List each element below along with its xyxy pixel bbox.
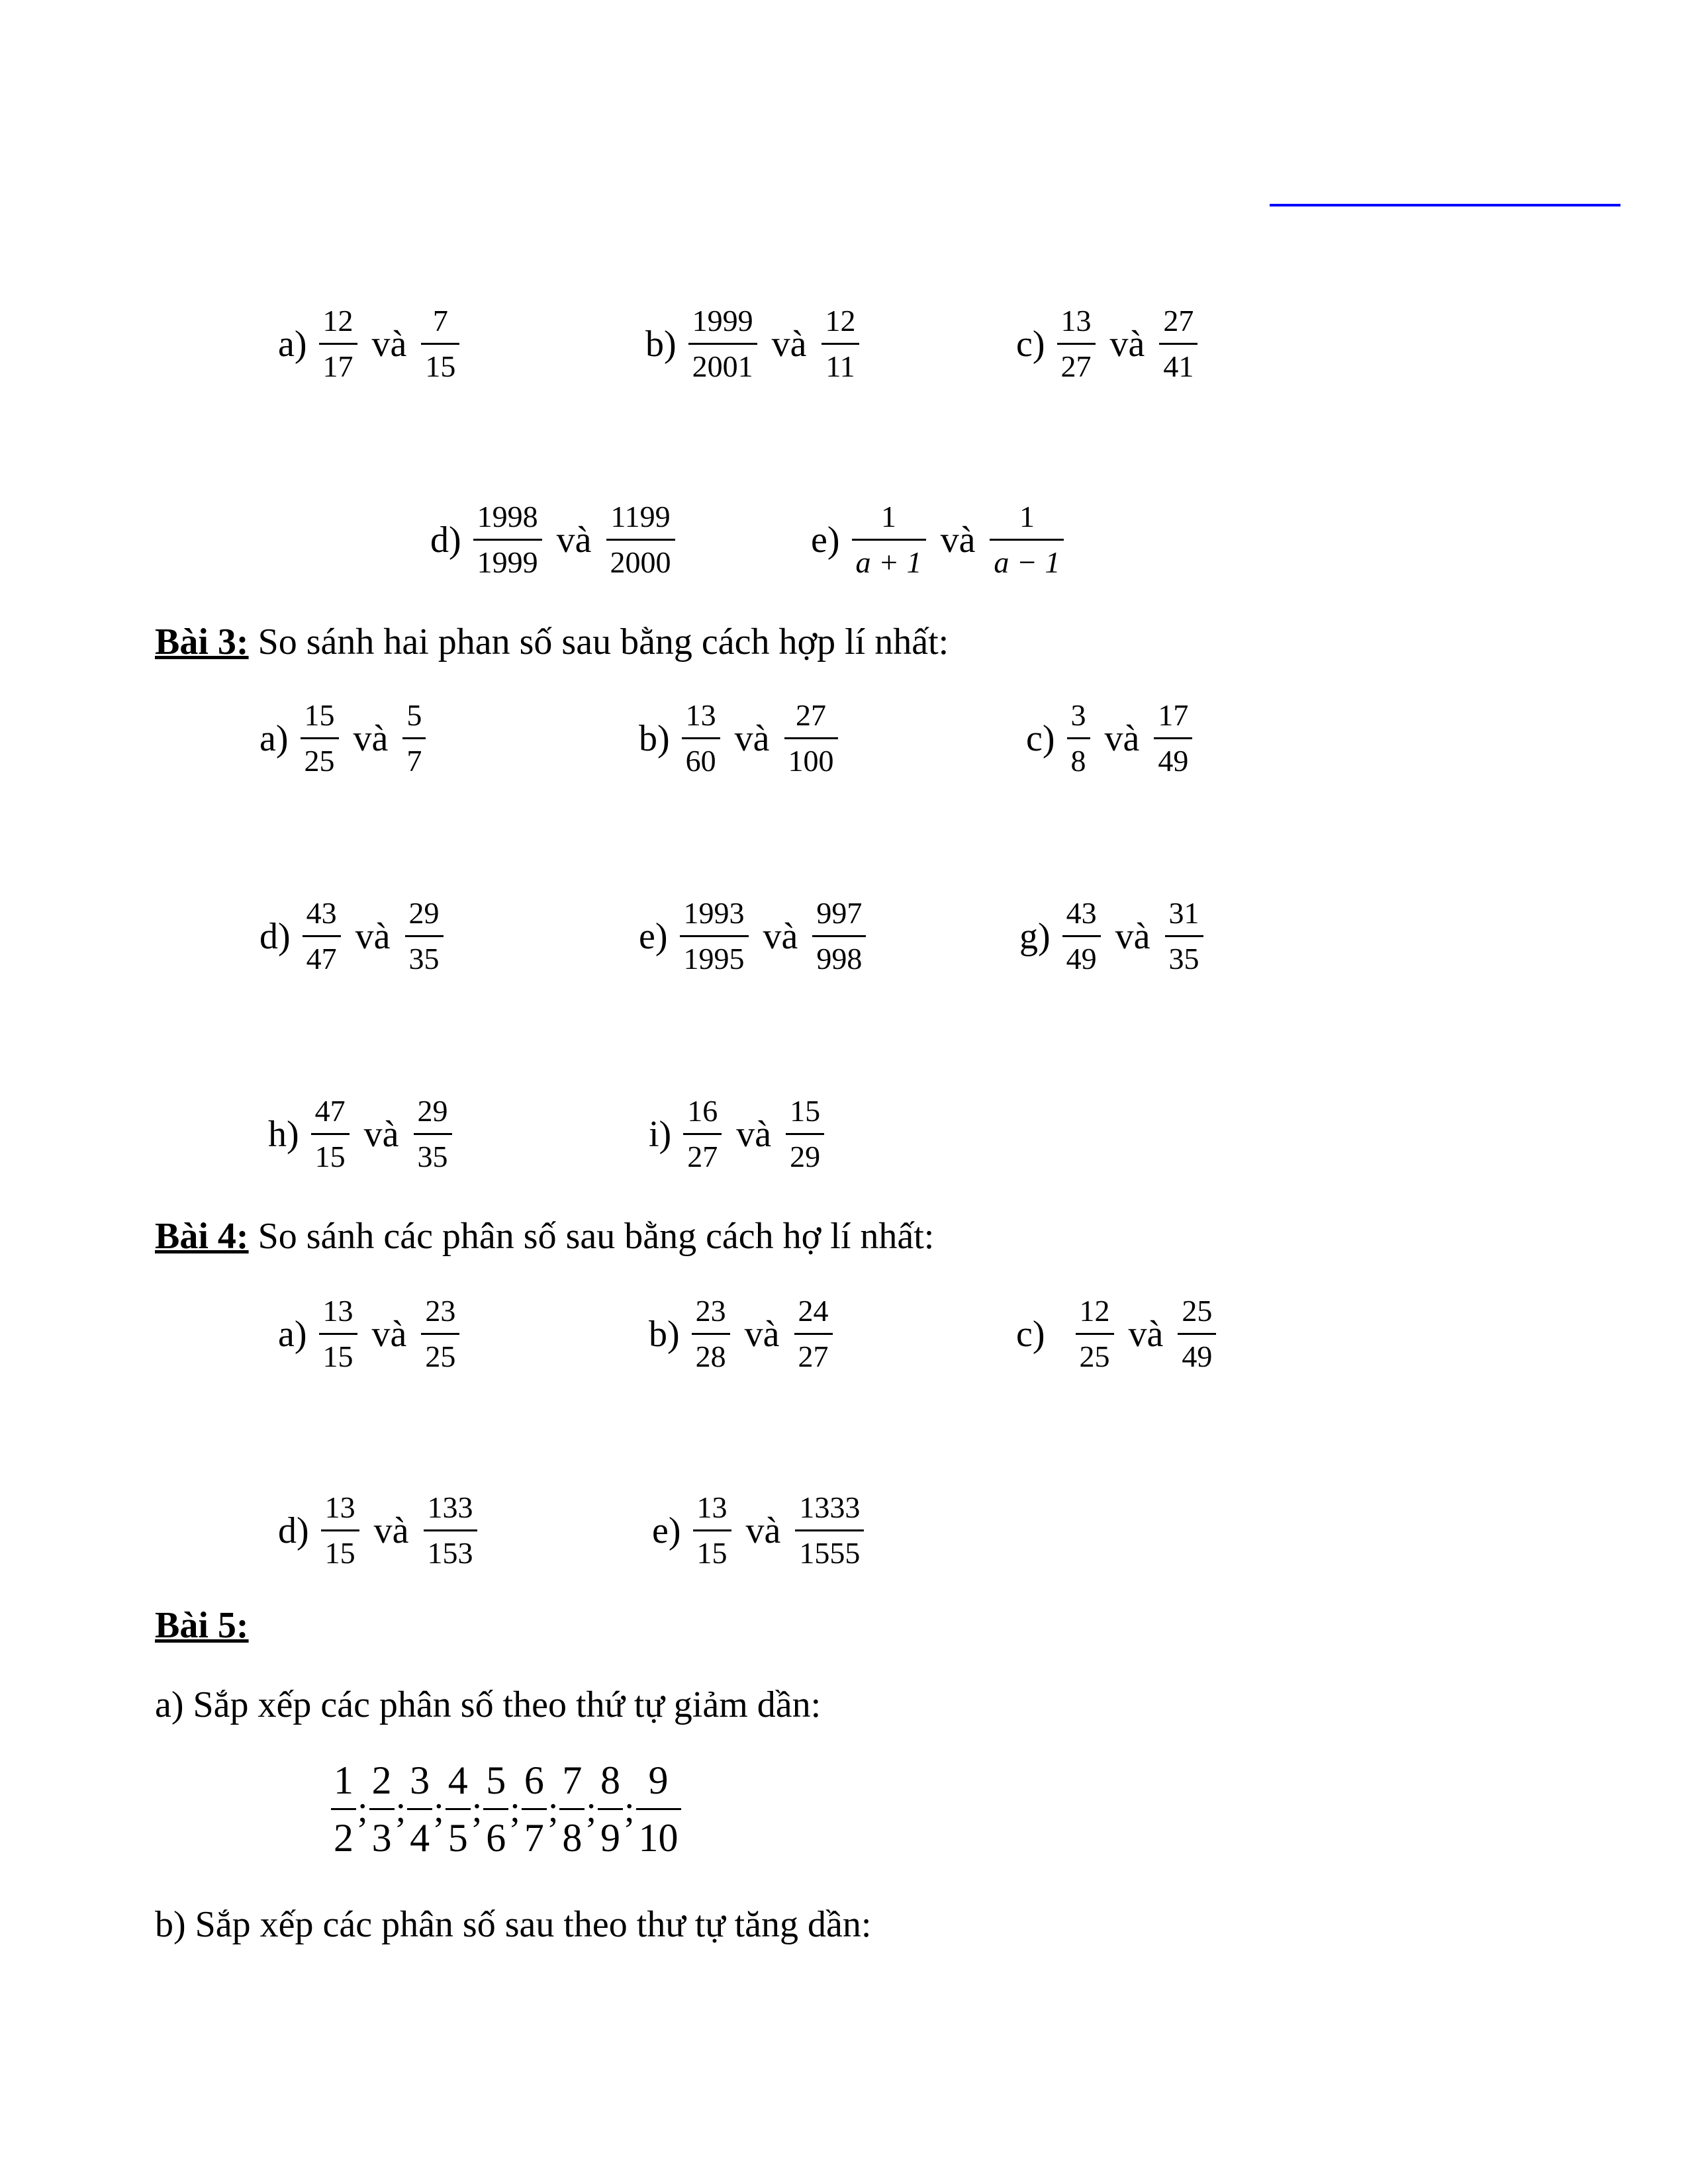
fraction bbox=[1067, 700, 1090, 776]
exercise-4b bbox=[649, 1296, 833, 1372]
denominator: 5 bbox=[445, 1808, 471, 1858]
fraction bbox=[692, 1296, 730, 1372]
exercise-3-heading bbox=[155, 623, 949, 660]
denominator: 2001 bbox=[688, 343, 757, 382]
item-label: c) bbox=[1026, 717, 1055, 759]
denominator: 47 bbox=[303, 935, 341, 974]
separator: ; bbox=[395, 1788, 406, 1830]
fraction bbox=[421, 1296, 459, 1372]
fraction bbox=[473, 502, 542, 578]
fraction bbox=[680, 898, 749, 974]
denominator: 7 bbox=[402, 737, 426, 776]
numerator: 15 bbox=[790, 1094, 821, 1128]
conjunction: và bbox=[745, 1510, 781, 1551]
fraction bbox=[812, 898, 866, 974]
numerator: 2 bbox=[371, 1758, 392, 1802]
denominator: 49 bbox=[1154, 737, 1192, 776]
item-label: a) bbox=[259, 717, 289, 759]
fraction bbox=[445, 1760, 471, 1858]
denominator: 17 bbox=[319, 343, 357, 382]
item-label: b) bbox=[649, 1313, 680, 1355]
exercise-3b bbox=[639, 700, 838, 776]
numerator: 997 bbox=[816, 896, 863, 930]
fraction bbox=[1076, 1296, 1114, 1372]
numerator: 3 bbox=[410, 1758, 430, 1802]
denominator: 49 bbox=[1062, 935, 1101, 974]
fraction bbox=[405, 898, 444, 974]
exercise-2e bbox=[811, 502, 1064, 578]
fraction bbox=[331, 1760, 356, 1858]
fraction bbox=[784, 700, 838, 776]
exercise-3g bbox=[1019, 898, 1203, 974]
exercise-5b-instruction: b) Sắp xếp các phân số sau theo thư tự tăng dần: bbox=[155, 1904, 872, 1945]
numerator: 1333 bbox=[799, 1490, 861, 1524]
fraction bbox=[424, 1492, 477, 1569]
item-label: b) bbox=[639, 717, 670, 759]
conjunction: và bbox=[736, 1113, 772, 1155]
item-label: b) bbox=[645, 323, 677, 365]
fraction bbox=[1159, 306, 1197, 382]
numerator: 13 bbox=[696, 1490, 727, 1524]
fraction bbox=[636, 1760, 681, 1858]
conjunction: và bbox=[771, 323, 807, 365]
item-label: d) bbox=[430, 519, 461, 561]
denominator: a + 1 bbox=[852, 539, 926, 578]
conjunction: và bbox=[556, 519, 592, 561]
numerator: 29 bbox=[408, 896, 440, 930]
conjunction: và bbox=[373, 1510, 409, 1551]
fraction bbox=[321, 1492, 359, 1569]
fraction bbox=[821, 306, 860, 382]
separator: ; bbox=[471, 1788, 483, 1830]
numerator: 8 bbox=[600, 1758, 620, 1802]
fraction bbox=[319, 306, 357, 382]
numerator: 17 bbox=[1158, 698, 1189, 732]
denominator: 27 bbox=[794, 1333, 833, 1372]
separator: ; bbox=[586, 1788, 596, 1830]
numerator: 5 bbox=[486, 1758, 506, 1802]
numerator: 9 bbox=[648, 1758, 669, 1802]
item-label: e) bbox=[652, 1510, 681, 1551]
fraction bbox=[1057, 306, 1096, 382]
numerator: 1 bbox=[881, 500, 897, 533]
numerator: 27 bbox=[1163, 304, 1194, 338]
numerator: 16 bbox=[687, 1094, 718, 1128]
fraction bbox=[794, 1296, 833, 1372]
denominator: 25 bbox=[421, 1333, 459, 1372]
numerator: 1 bbox=[1019, 500, 1035, 533]
numerator: 13 bbox=[322, 1294, 353, 1328]
item-label: e) bbox=[811, 519, 840, 561]
denominator: 35 bbox=[414, 1133, 452, 1172]
denominator: 25 bbox=[1076, 1333, 1114, 1372]
exercise-title: Bài 3: bbox=[155, 621, 249, 662]
fraction bbox=[407, 1760, 432, 1858]
numerator: 29 bbox=[417, 1094, 448, 1128]
fraction bbox=[795, 1492, 864, 1569]
fraction bbox=[606, 502, 675, 578]
numerator: 13 bbox=[324, 1490, 355, 1524]
fraction bbox=[522, 1760, 547, 1858]
item-label: a) bbox=[278, 1313, 307, 1355]
fraction bbox=[683, 1096, 722, 1172]
numerator: 4 bbox=[447, 1758, 468, 1802]
exercise-instruction: So sánh các phân số sau bằng cách hợ lí nhất: bbox=[248, 1216, 935, 1257]
denominator: 60 bbox=[682, 737, 720, 776]
denominator: 6 bbox=[483, 1808, 508, 1858]
numerator: 43 bbox=[1066, 896, 1097, 930]
denominator: 35 bbox=[405, 935, 444, 974]
numerator: 12 bbox=[825, 304, 856, 338]
denominator: 28 bbox=[692, 1333, 730, 1372]
numerator: 24 bbox=[798, 1294, 829, 1328]
fraction bbox=[319, 1296, 357, 1372]
exercise-3c bbox=[1026, 700, 1192, 776]
numerator: 133 bbox=[427, 1490, 473, 1524]
item-label: g) bbox=[1019, 915, 1051, 957]
denominator: 9 bbox=[598, 1808, 623, 1858]
conjunction: và bbox=[371, 1313, 407, 1355]
exercise-title: Bài 5: bbox=[155, 1605, 249, 1646]
fraction bbox=[1178, 1296, 1216, 1372]
numerator: 47 bbox=[314, 1094, 346, 1128]
fraction bbox=[693, 1492, 731, 1569]
fraction bbox=[402, 700, 426, 776]
denominator: 27 bbox=[683, 1133, 722, 1172]
conjunction: và bbox=[371, 323, 407, 365]
item-label: c) bbox=[1016, 1313, 1045, 1355]
item-label: d) bbox=[259, 915, 291, 957]
denominator: 27 bbox=[1057, 343, 1096, 382]
numerator: 12 bbox=[1079, 1294, 1110, 1328]
exercise-2b bbox=[645, 306, 860, 382]
separator: ; bbox=[357, 1788, 368, 1830]
exercise-title: Bài 4: bbox=[155, 1216, 249, 1257]
denominator: 7 bbox=[522, 1808, 547, 1858]
fraction bbox=[301, 700, 339, 776]
fraction bbox=[598, 1760, 623, 1858]
header-rule bbox=[1270, 204, 1620, 206]
numerator: 1998 bbox=[477, 500, 538, 533]
denominator: 15 bbox=[421, 343, 459, 382]
numerator: 13 bbox=[685, 698, 716, 732]
separator: ; bbox=[434, 1788, 444, 1830]
denominator: 1995 bbox=[680, 935, 749, 974]
fraction bbox=[682, 700, 720, 776]
conjunction: và bbox=[363, 1113, 399, 1155]
fraction bbox=[483, 1760, 508, 1858]
item-label: e) bbox=[639, 915, 668, 957]
denominator: 3 bbox=[369, 1808, 395, 1858]
denominator: 2000 bbox=[606, 539, 675, 578]
denominator: 8 bbox=[559, 1808, 585, 1858]
fraction bbox=[1154, 700, 1192, 776]
fraction bbox=[990, 502, 1064, 578]
denominator: 1555 bbox=[795, 1529, 864, 1569]
conjunction: và bbox=[744, 1313, 780, 1355]
denominator: 2 bbox=[331, 1808, 356, 1858]
conjunction: và bbox=[1109, 323, 1145, 365]
fraction bbox=[421, 306, 459, 382]
exercise-instruction: So sánh hai phan số sau bằng cách hợp lí nhất: bbox=[248, 621, 949, 662]
numerator: 3 bbox=[1070, 698, 1086, 732]
denominator: 10 bbox=[636, 1808, 681, 1858]
fraction bbox=[311, 1096, 350, 1172]
numerator: 5 bbox=[406, 698, 422, 732]
fraction bbox=[852, 502, 926, 578]
conjunction: và bbox=[1128, 1313, 1164, 1355]
fraction bbox=[414, 1096, 452, 1172]
denominator: 15 bbox=[321, 1529, 359, 1569]
conjunction: và bbox=[940, 519, 976, 561]
conjunction: và bbox=[355, 915, 391, 957]
numerator: 1 bbox=[334, 1758, 353, 1802]
conjunction: và bbox=[353, 717, 389, 759]
denominator: 4 bbox=[407, 1808, 432, 1858]
denominator: 998 bbox=[812, 935, 866, 974]
exercise-4e bbox=[652, 1492, 864, 1569]
fraction bbox=[559, 1760, 585, 1858]
fraction bbox=[303, 898, 341, 974]
exercise-3d bbox=[259, 898, 444, 974]
denominator: 15 bbox=[693, 1529, 731, 1569]
numerator: 15 bbox=[304, 698, 335, 732]
separator: ; bbox=[547, 1788, 559, 1830]
conjunction: và bbox=[1115, 915, 1150, 957]
denominator: 11 bbox=[821, 343, 859, 382]
exercise-2c bbox=[1016, 306, 1197, 382]
fraction bbox=[786, 1096, 824, 1172]
item-label: a) bbox=[278, 323, 307, 365]
numerator: 27 bbox=[796, 698, 827, 732]
denominator: 15 bbox=[311, 1133, 350, 1172]
denominator: 8 bbox=[1067, 737, 1090, 776]
numerator: 1199 bbox=[610, 500, 671, 533]
exercise-4d bbox=[278, 1492, 477, 1569]
denominator: 41 bbox=[1159, 343, 1197, 382]
exercise-3h bbox=[268, 1096, 452, 1172]
numerator: 7 bbox=[432, 304, 448, 338]
exercise-3e bbox=[639, 898, 866, 974]
exercise-5-heading bbox=[155, 1607, 249, 1644]
numerator: 23 bbox=[425, 1294, 456, 1328]
numerator: 43 bbox=[306, 896, 337, 930]
numerator: 13 bbox=[1060, 304, 1092, 338]
exercise-4-heading bbox=[155, 1218, 934, 1255]
item-label: i) bbox=[649, 1113, 672, 1155]
exercise-4a bbox=[278, 1296, 459, 1372]
item-label: c) bbox=[1016, 323, 1045, 365]
numerator: 23 bbox=[695, 1294, 726, 1328]
exercise-2d bbox=[430, 502, 675, 578]
numerator: 7 bbox=[562, 1758, 583, 1802]
numerator: 25 bbox=[1182, 1294, 1213, 1328]
conjunction: và bbox=[1104, 717, 1140, 759]
item-label: h) bbox=[268, 1113, 299, 1155]
numerator: 1999 bbox=[692, 304, 753, 338]
numerator: 6 bbox=[524, 1758, 544, 1802]
item-label: d) bbox=[278, 1510, 309, 1551]
exercise-4c bbox=[1016, 1296, 1216, 1372]
denominator: 100 bbox=[784, 737, 838, 776]
denominator: 15 bbox=[319, 1333, 357, 1372]
exercise-3i bbox=[649, 1096, 824, 1172]
denominator: 1999 bbox=[473, 539, 542, 578]
fraction bbox=[1165, 898, 1203, 974]
fraction-sequence bbox=[331, 1760, 681, 1858]
conjunction: và bbox=[734, 717, 770, 759]
exercise-2a bbox=[278, 306, 459, 382]
numerator: 1993 bbox=[683, 896, 745, 930]
denominator: a − 1 bbox=[990, 539, 1064, 578]
denominator: 25 bbox=[301, 737, 339, 776]
denominator: 49 bbox=[1178, 1333, 1216, 1372]
exercise-5a-instruction: a) Sắp xếp các phân số theo thứ tự giảm dần: bbox=[155, 1684, 821, 1725]
fraction bbox=[688, 306, 757, 382]
denominator: 29 bbox=[786, 1133, 824, 1172]
numerator: 12 bbox=[322, 304, 353, 338]
separator: ; bbox=[624, 1788, 635, 1830]
separator: ; bbox=[510, 1788, 520, 1830]
fraction bbox=[1062, 898, 1101, 974]
exercise-3a bbox=[259, 700, 426, 776]
fraction bbox=[369, 1760, 395, 1858]
numerator: 31 bbox=[1168, 896, 1199, 930]
denominator: 35 bbox=[1165, 935, 1203, 974]
denominator: 153 bbox=[424, 1529, 477, 1569]
conjunction: và bbox=[763, 915, 798, 957]
